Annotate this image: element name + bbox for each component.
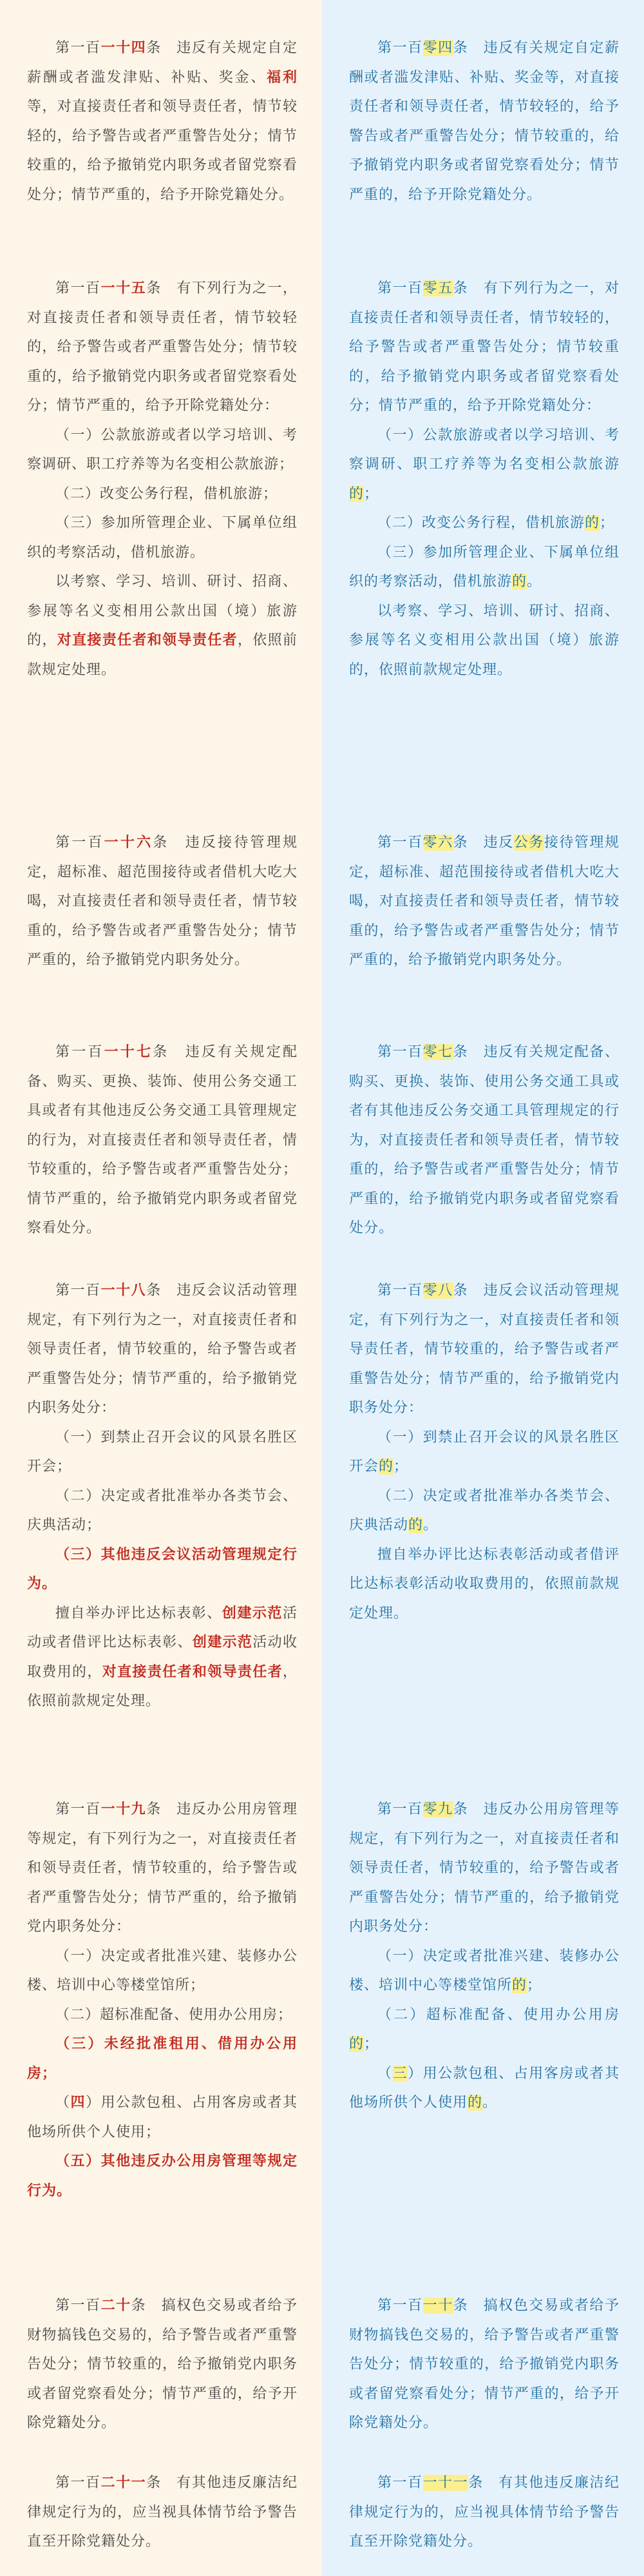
removed-text: 的 [349,2036,365,2052]
article-119 [27,1795,298,2205]
article-109-text: 第一百零九条 违反办公用房管理等规定，有下列行为之一，对直接责任者和领导责任者，情节较重的，给予警告或者严重警告处分；情节严重的，给予撤销党内职务处分： [349,1801,620,1935]
article-104 [349,34,620,209]
added-text: 四 [70,2095,86,2111]
list-item-added: （三）未经批准租用、借用办公用房； [27,2036,298,2082]
list-item: （一）到禁止召开会议的风景名胜区开会的； [349,1429,620,1475]
article-115 [27,274,298,684]
article-115-text: 第一百一十五条 有下列行为之一，对直接责任者和领导责任者，情节较轻的，给予警告或者严重警告处分；情节较重的，给予撤销党内职务或者留党察看处分；情节严重的，给予开除党籍处分： [27,280,298,414]
list-item: （三）参加所管理企业、下属单位组织的考察活动，借机旅游的。 [349,544,620,590]
list-item: （四）用公款包租、占用客房或者其他场所供个人使用； [27,2095,298,2140]
added-text: 创建示范 [222,1605,283,1622]
article-115-para-2: 以考察、学习、培训、研讨、招商、参展等名义变相用公款出国（境）旅游的，对直接责任者和领导责任者，依照前款规定处理。 [27,574,298,678]
article-120-text: 第一百二十条 搞权色交易或者给予财物搞钱色交易的，给予警告或者严重警告处分；情节较重的，给予撤销党内职务或者留党察看处分；情节严重的，给予开除党籍处分。 [27,2298,298,2431]
article-105 [349,274,620,684]
article-116 [27,828,298,975]
list-item: （二）改变公务行程，借机旅游； [55,485,278,502]
article-number: 一十七 [104,1044,153,1060]
added-text: 福利 [267,69,298,86]
article-121-text: 第一百二十一条 有其他违反廉洁纪律规定行为的，应当视具体情节给予警告直至开除党籍处分。 [27,2475,298,2550]
article-114-text: 第一百一十四条 违反有关规定自定薪酬或者滥发津贴、补贴、奖金、福利等，对直接责任者和领导责任者，情节较轻的，给予警告或者严重警告处分；情节较重的，给予撤销党内职务或者留党察看处分；情节严重的，给予开除党籍处分。 [27,40,298,203]
article-number: 零六 [422,835,453,851]
article-105-text: 第一百零五条 有下列行为之一，对直接责任者和领导责任者，情节较轻的，给予警告或者严重警告处分；情节较重的，给予撤销党内职务或者留党察看处分；情节严重的，给予开除党籍处分： [349,280,620,414]
article-107-text: 第一百零七条 违反有关规定配备、购买、更换、装饰、使用公务交通工具或者有其他违反公务交通工具管理规定的行为，对直接责任者和领导责任者，情节较重的，给予警告或者严重警告处分；情节严重的，给予撤销党内职务或者留党察看处分。 [349,1044,620,1236]
removed-text: 的 [468,2095,483,2111]
article-number: 一十九 [100,1801,147,1817]
list-item: （一）公款旅游或者以学习培训、考察调研、职工疗养等为名变相公款旅游的； [349,427,620,502]
removed-text: 的 [585,515,600,531]
article-116-text: 第一百一十六条 违反接待管理规定，超标准、超范围接待或者借机大吃大喝，对直接责任者和领导责任者，情节较重的，给予警告或者严重警告处分；情节严重的，给予撤销党内职务处分。 [27,835,298,968]
article-number: 一十六 [104,835,153,851]
article-number: 一十八 [100,1283,147,1299]
article-117 [27,1038,298,1243]
article-118-text: 第一百一十八条 违反会议活动管理规定，有下列行为之一，对直接责任者和领导责任者，情节较重的，给予警告或者严重警告处分；情节严重的，给予撤销党内职务处分： [27,1283,298,1416]
removed-text: 的 [512,1977,527,1993]
list-item: （一）决定或者批准兴建、装修办公楼、培训中心等楼堂馆所的； [349,1948,620,1993]
list-item: （一）到禁止召开会议的风景名胜区开会； [27,1429,298,1475]
list-item: （一）公款旅游或者以学习培训、考察调研、职工疗养等为名变相公款旅游； [27,427,298,472]
removed-text: 的 [408,1517,424,1533]
article-number: 二十 [100,2298,131,2314]
list-item: （三）用公款包租、占用客房或者其他场所供个人使用的。 [349,2065,620,2111]
article-number: 零五 [422,280,453,296]
removed-text: 三 [392,2065,408,2082]
article-number: 零四 [422,40,453,56]
added-text: 对直接责任者和领导责任者 [57,632,238,648]
article-111 [349,2468,620,2557]
article-106-text: 第一百零六条 违反公务接待管理规定，超标准、超范围接待或者借机大吃大喝，对直接责任者和领导责任者，情节较重的，给予警告或者严重警告处分；情节严重的，给予撤销党内职务处分。 [349,835,620,968]
list-item: （二）决定或者批准举办各类节会、庆典活动的。 [349,1487,620,1533]
article-118 [27,1276,298,1716]
article-number: 零八 [422,1283,453,1299]
added-text: 对直接责任者和领导责任者 [102,1663,283,1680]
article-111-text: 第一百一十一条 有其他违反廉洁纪律规定行为的，应当视具体情节给予警告直至开除党籍处分。 [349,2475,620,2550]
added-text: 创建示范 [192,1634,253,1651]
article-104-text: 第一百零四条 违反有关规定自定薪酬或者滥发津贴、补贴、奖金等，对直接责任者和领导责任者，情节较轻的，给予警告或者严重警告处分；情节较重的，给予撤销党内职务或者留党察看处分；情节严重的，给予开除党籍处分。 [349,40,620,203]
list-item: （一）决定或者批准兴建、装修办公楼、培训中心等楼堂馆所； [27,1948,298,1993]
list-item-added: （五）其他违反办公用房管理等规定行为。 [27,2153,298,2199]
article-number: 一十一 [422,2475,469,2491]
article-110-text: 第一百一十条 搞权色交易或者给予财物搞钱色交易的，给予警告或者严重警告处分；情节较重的，给予撤销党内职务或者留党察看处分；情节严重的，给予开除党籍处分。 [349,2298,620,2431]
article-108-para-2: 擅自举办评比达标表彰活动或者借评比达标表彰活动收取费用的，依照前款规定处理。 [349,1546,620,1622]
article-121 [27,2468,298,2557]
article-number: 零七 [422,1044,453,1060]
article-105-para-2: 以考察、学习、培训、研讨、招商、参展等名义变相用公款出国（境）旅游的，依照前款规定处理。 [349,603,620,678]
article-110 [349,2291,620,2438]
article-119-text: 第一百一十九条 违反办公用房管理等规定，有下列行为之一，对直接责任者和领导责任者，情节较重的，给予警告或者严重警告处分；情节严重的，给予撤销党内职务处分： [27,1801,298,1935]
article-118-para-2: 擅自举办评比达标表彰、创建示范活动或者借评比达标表彰、创建示范活动收取费用的，对直接责任者和领导责任者，依照前款规定处理。 [27,1605,298,1709]
list-item: （二）超标准配备、使用办公用房； [55,2006,293,2023]
article-number: 零九 [422,1801,453,1817]
article-117-text: 第一百一十七条 违反有关规定配备、购买、更换、装饰、使用公务交通工具或者有其他违反公务交通工具管理规定的行为，对直接责任者和领导责任者，情节较重的，给予警告或者严重警告处分；情节严重的，给予撤销党内职务或者留党察看处分。 [27,1044,298,1236]
list-item: （三）参加所管理企业、下属单位组织的考察活动，借机旅游。 [27,515,298,561]
removed-text: 的 [512,574,527,590]
article-106 [349,828,620,975]
article-108-text: 第一百零八条 违反会议活动管理规定，有下列行为之一，对直接责任者和领导责任者，情节较重的，给予警告或者严重警告处分；情节严重的，给予撤销党内职务处分： [349,1283,620,1416]
article-108 [349,1276,620,1628]
removed-text: 公务 [513,835,544,851]
article-120 [27,2291,298,2438]
old-version-column [322,0,644,2576]
removed-text: 的 [349,485,365,502]
article-number: 一十 [422,2298,453,2314]
article-114 [27,34,298,209]
list-item: （二）超标准配备、使用办公用房的； [349,2006,620,2052]
article-number: 一十四 [100,40,147,56]
article-107 [349,1038,620,1243]
list-item: （二）改变公务行程，借机旅游的； [377,515,615,531]
article-number: 一十五 [100,280,147,296]
list-item-added: （三）其他违反会议活动管理规定行为。 [27,1546,298,1592]
article-number: 二十一 [100,2475,147,2491]
list-item: （二）决定或者批准举办各类节会、庆典活动； [27,1487,298,1533]
removed-text: 的 [379,1458,394,1475]
article-109 [349,1795,620,2118]
